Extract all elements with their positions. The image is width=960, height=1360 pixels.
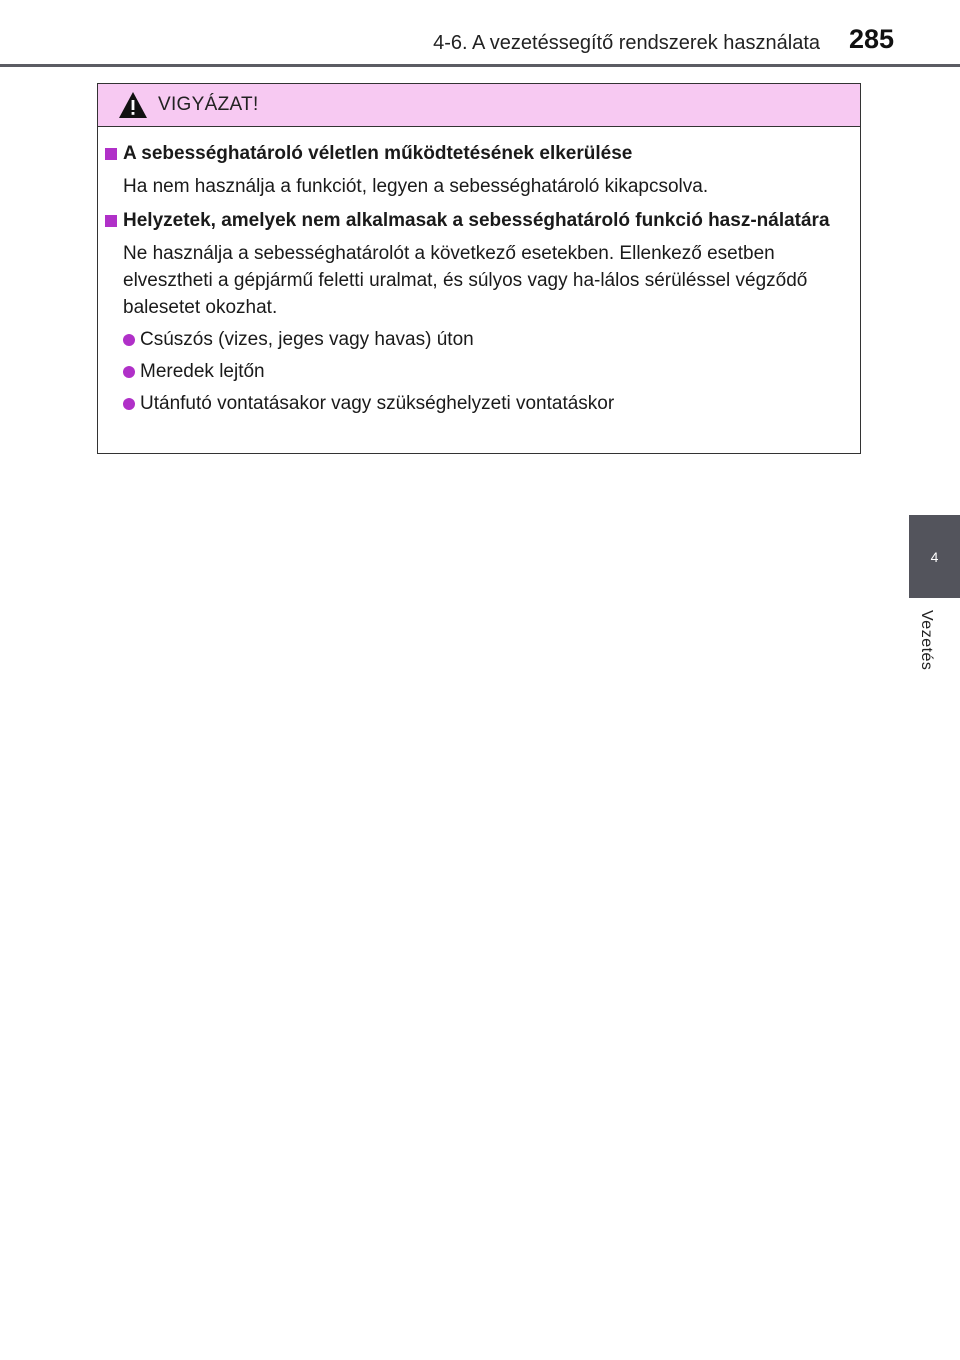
section-title: 4-6. A vezetéssegítő rendszerek használata	[433, 32, 820, 54]
caution-body	[98, 127, 860, 417]
caution-box	[97, 83, 861, 454]
chapter-label: Vezetés	[918, 610, 935, 671]
header-divider	[0, 64, 960, 67]
list-item: Meredek lejtőn	[123, 358, 852, 385]
square-bullet-icon	[105, 215, 117, 227]
round-bullet-icon	[123, 334, 135, 346]
chapter-tab	[909, 515, 960, 598]
round-bullet-icon	[123, 366, 135, 378]
warning-triangle-icon	[118, 91, 148, 119]
page-number: 285	[848, 24, 894, 54]
round-bullet-icon	[123, 398, 135, 410]
chapter-number: 4	[930, 548, 939, 565]
square-bullet-icon	[105, 148, 117, 160]
page-header	[0, 0, 960, 68]
section-heading: Helyzetek, amelyek nem alkalmasak a sebességhatároló funkció hasz-nálatára	[105, 208, 852, 234]
caution-title: VIGYÁZAT!	[158, 94, 259, 115]
paragraph: Ne használja a sebességhatárolót a következő esetekben. Ellenkező esetben elvesztheti a gépjármű feletti uralmat, és súlyos vagy ha-lálos sérüléssel végződő balesetet okozhat.	[123, 243, 808, 318]
list-item: Csúszós (vizes, jeges vagy havas) úton	[123, 326, 852, 353]
section-heading: A sebességhatároló véletlen működtetésének elkerülése	[105, 141, 852, 167]
paragraph: Ha nem használja a funkciót, legyen a sebességhatároló kikapcsolva.	[123, 176, 709, 197]
list-item: Utánfutó vontatásakor vagy szükséghelyzeti vontatáskor	[123, 390, 852, 417]
caution-header	[98, 84, 860, 127]
